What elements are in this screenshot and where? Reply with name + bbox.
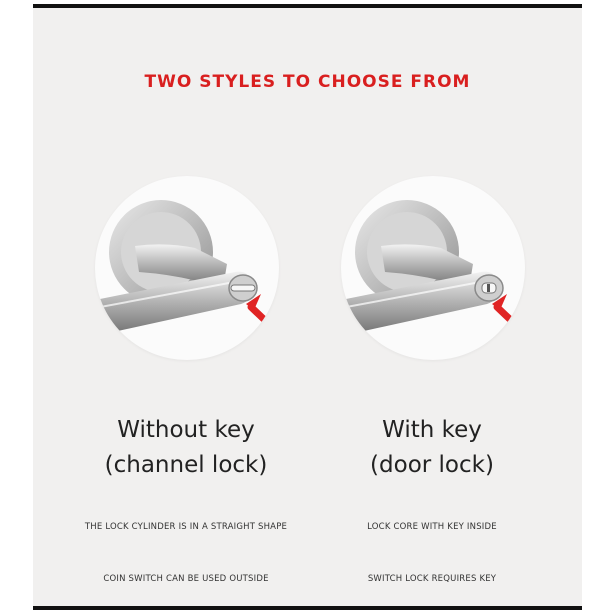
- option-with-key: [307, 8, 557, 606]
- section-heading: TWO STYLES TO CHOOSE FROM: [144, 72, 471, 92]
- comparison-panel: [33, 4, 582, 610]
- lever-handle-keyhole-icon: [341, 176, 525, 360]
- handle-photo-without-key: [95, 176, 279, 360]
- lever-handle-coin-slot-icon: [95, 176, 279, 360]
- handle-photo-with-key: [341, 176, 525, 360]
- option-caption-1: LOCK CORE WITH KEY INSIDE: [367, 522, 497, 532]
- option-caption-2: SWITCH LOCK REQUIRES KEY: [367, 574, 497, 584]
- option-without-key: [61, 8, 311, 606]
- option-caption-1: THE LOCK CYLINDER IS IN A STRAIGHT SHAPE: [84, 522, 288, 532]
- option-title: With key (door lock): [370, 417, 494, 478]
- option-caption-2: COIN SWITCH CAN BE USED OUTSIDE: [103, 574, 269, 584]
- option-title: Without key (channel lock): [104, 417, 268, 478]
